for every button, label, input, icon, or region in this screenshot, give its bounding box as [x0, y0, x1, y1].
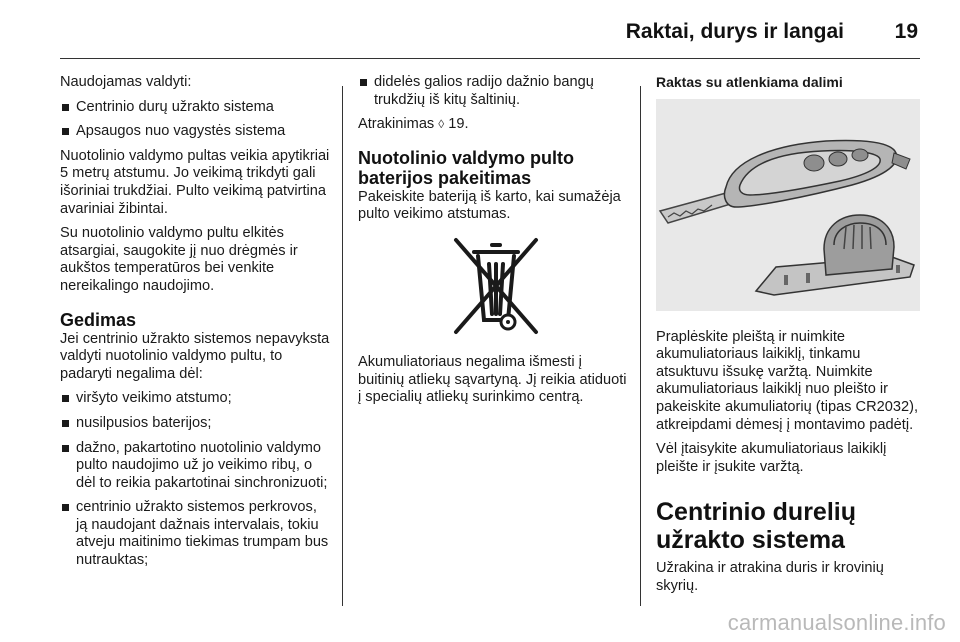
unlock-reference-page: 19. — [448, 116, 469, 133]
bullet-square-icon — [62, 395, 69, 402]
page-number: 19 — [894, 20, 918, 43]
bullet-square-icon — [360, 79, 367, 86]
bullet-square-icon — [62, 445, 69, 452]
battery-heading: Nuotolinio valdymo pulto baterijos pakeitimas — [358, 147, 574, 188]
folding-key-illustration — [656, 99, 920, 311]
central-locking-text: Užrakina ir atrakina duris ir krovinių skyrių. — [656, 560, 884, 594]
unlock-reference — [358, 116, 630, 134]
column-3 — [656, 74, 922, 603]
list-item — [60, 390, 332, 408]
list-item — [60, 99, 332, 117]
battery-text: Pakeiskite bateriją iš karto, kai sumažėja pulto veikimo atstumas. — [358, 188, 621, 223]
bullet-square-icon — [62, 104, 69, 111]
intro-text: Naudojamas valdyti: — [60, 74, 192, 90]
failure-text: Jei centrinio užrakto sistemos nepavyksta valdyti nuotolinio valdymo pultu, to padaryti negalima dėl: — [60, 330, 330, 382]
disposal-text: Akumuliatoriaus negalima išmesti į buitinių atliekų sąvartyną. Jį reikia atiduoti į specialių atliekų surinkimo centrą. — [358, 353, 627, 406]
list-item-text: centrinio užrakto sistemos perkrovos, ją naudojant dažnais intervalais, tokiu atveju maitinimo tiekimas trumpam bus nutrauktas; — [76, 499, 329, 569]
list-item-text: viršyto veikimo atstumo; — [76, 390, 232, 407]
key-subheading: Raktas su atlenkiama dalimi — [656, 74, 843, 90]
column-divider-1 — [342, 86, 343, 606]
bullet-square-icon — [62, 128, 69, 135]
crossed-out-bin-icon — [426, 234, 566, 338]
column-divider-2 — [640, 86, 641, 606]
reinstall-paragraph: Vėl įtaisykite akumuliatoriaus laikiklį pleište ir įsukite varžtą. — [656, 441, 887, 475]
list-item-text: nusilpusios baterijos; — [76, 414, 212, 431]
column-1 — [60, 74, 332, 577]
failure-bullet-list — [60, 390, 332, 569]
page-header — [0, 0, 960, 60]
column-2 — [358, 74, 630, 414]
page-reference-icon: ◊ — [438, 117, 445, 132]
list-item-text: dažno, pakartotino nuotolinio valdymo pulto naudojimo už jo veikimo ribų, o dėl to reikia pakartotinai sinchronizuoti; — [76, 439, 328, 491]
bullet-square-icon — [62, 504, 69, 511]
list-item-text: Apsaugos nuo vagystės sistema — [76, 123, 286, 140]
unlock-reference-label: Atrakinimas — [358, 116, 435, 133]
interference-bullet-list — [358, 74, 630, 109]
list-item-text: didelės galios radijo dažnio bangų trukdžių iš kitų šaltinių. — [374, 74, 594, 108]
chapter-title: Raktai, durys ir langai — [625, 20, 844, 43]
list-item — [60, 499, 332, 569]
list-item — [358, 74, 630, 109]
central-locking-heading: Centrinio durelių užrakto sistema — [656, 498, 856, 555]
list-item-text: Centrinio durų užrakto sistema — [76, 98, 274, 115]
list-item — [60, 415, 332, 433]
care-paragraph: Su nuotolinio valdymo pultu elkitės atsargiai, saugokite jį nuo drėgmės ir aukštos temperatūros bei venkite nereikalingo naudojimo. — [60, 225, 298, 294]
watermark: carmanualsonline.info — [727, 610, 946, 635]
range-paragraph: Nuotolinio valdymo pultas veikia apytikriai 5 metrų atstumu. Jo veikimą trikdyti gali išoriniai trukdžiai. Pulto veikimą patvirtina avariniai žibintai. — [60, 147, 330, 217]
bullet-square-icon — [62, 420, 69, 427]
header-rule — [60, 58, 920, 59]
intro-bullet-list — [60, 99, 332, 141]
list-item — [60, 440, 332, 493]
failure-heading: Gedimas — [60, 309, 137, 330]
list-item — [60, 123, 332, 141]
battery-replace-paragraph: Praplėskite pleištą ir nuimkite akumuliatoriaus laikiklį, tinkamu atsuktuvu išsukę varžtą. Nuimkite akumuliatoriaus laikiklį nuo pleišto ir pakeiskite akumuliatorių (tipas CR2032), atkreipdami dėmesį į montavimo padėtį. — [656, 328, 918, 433]
